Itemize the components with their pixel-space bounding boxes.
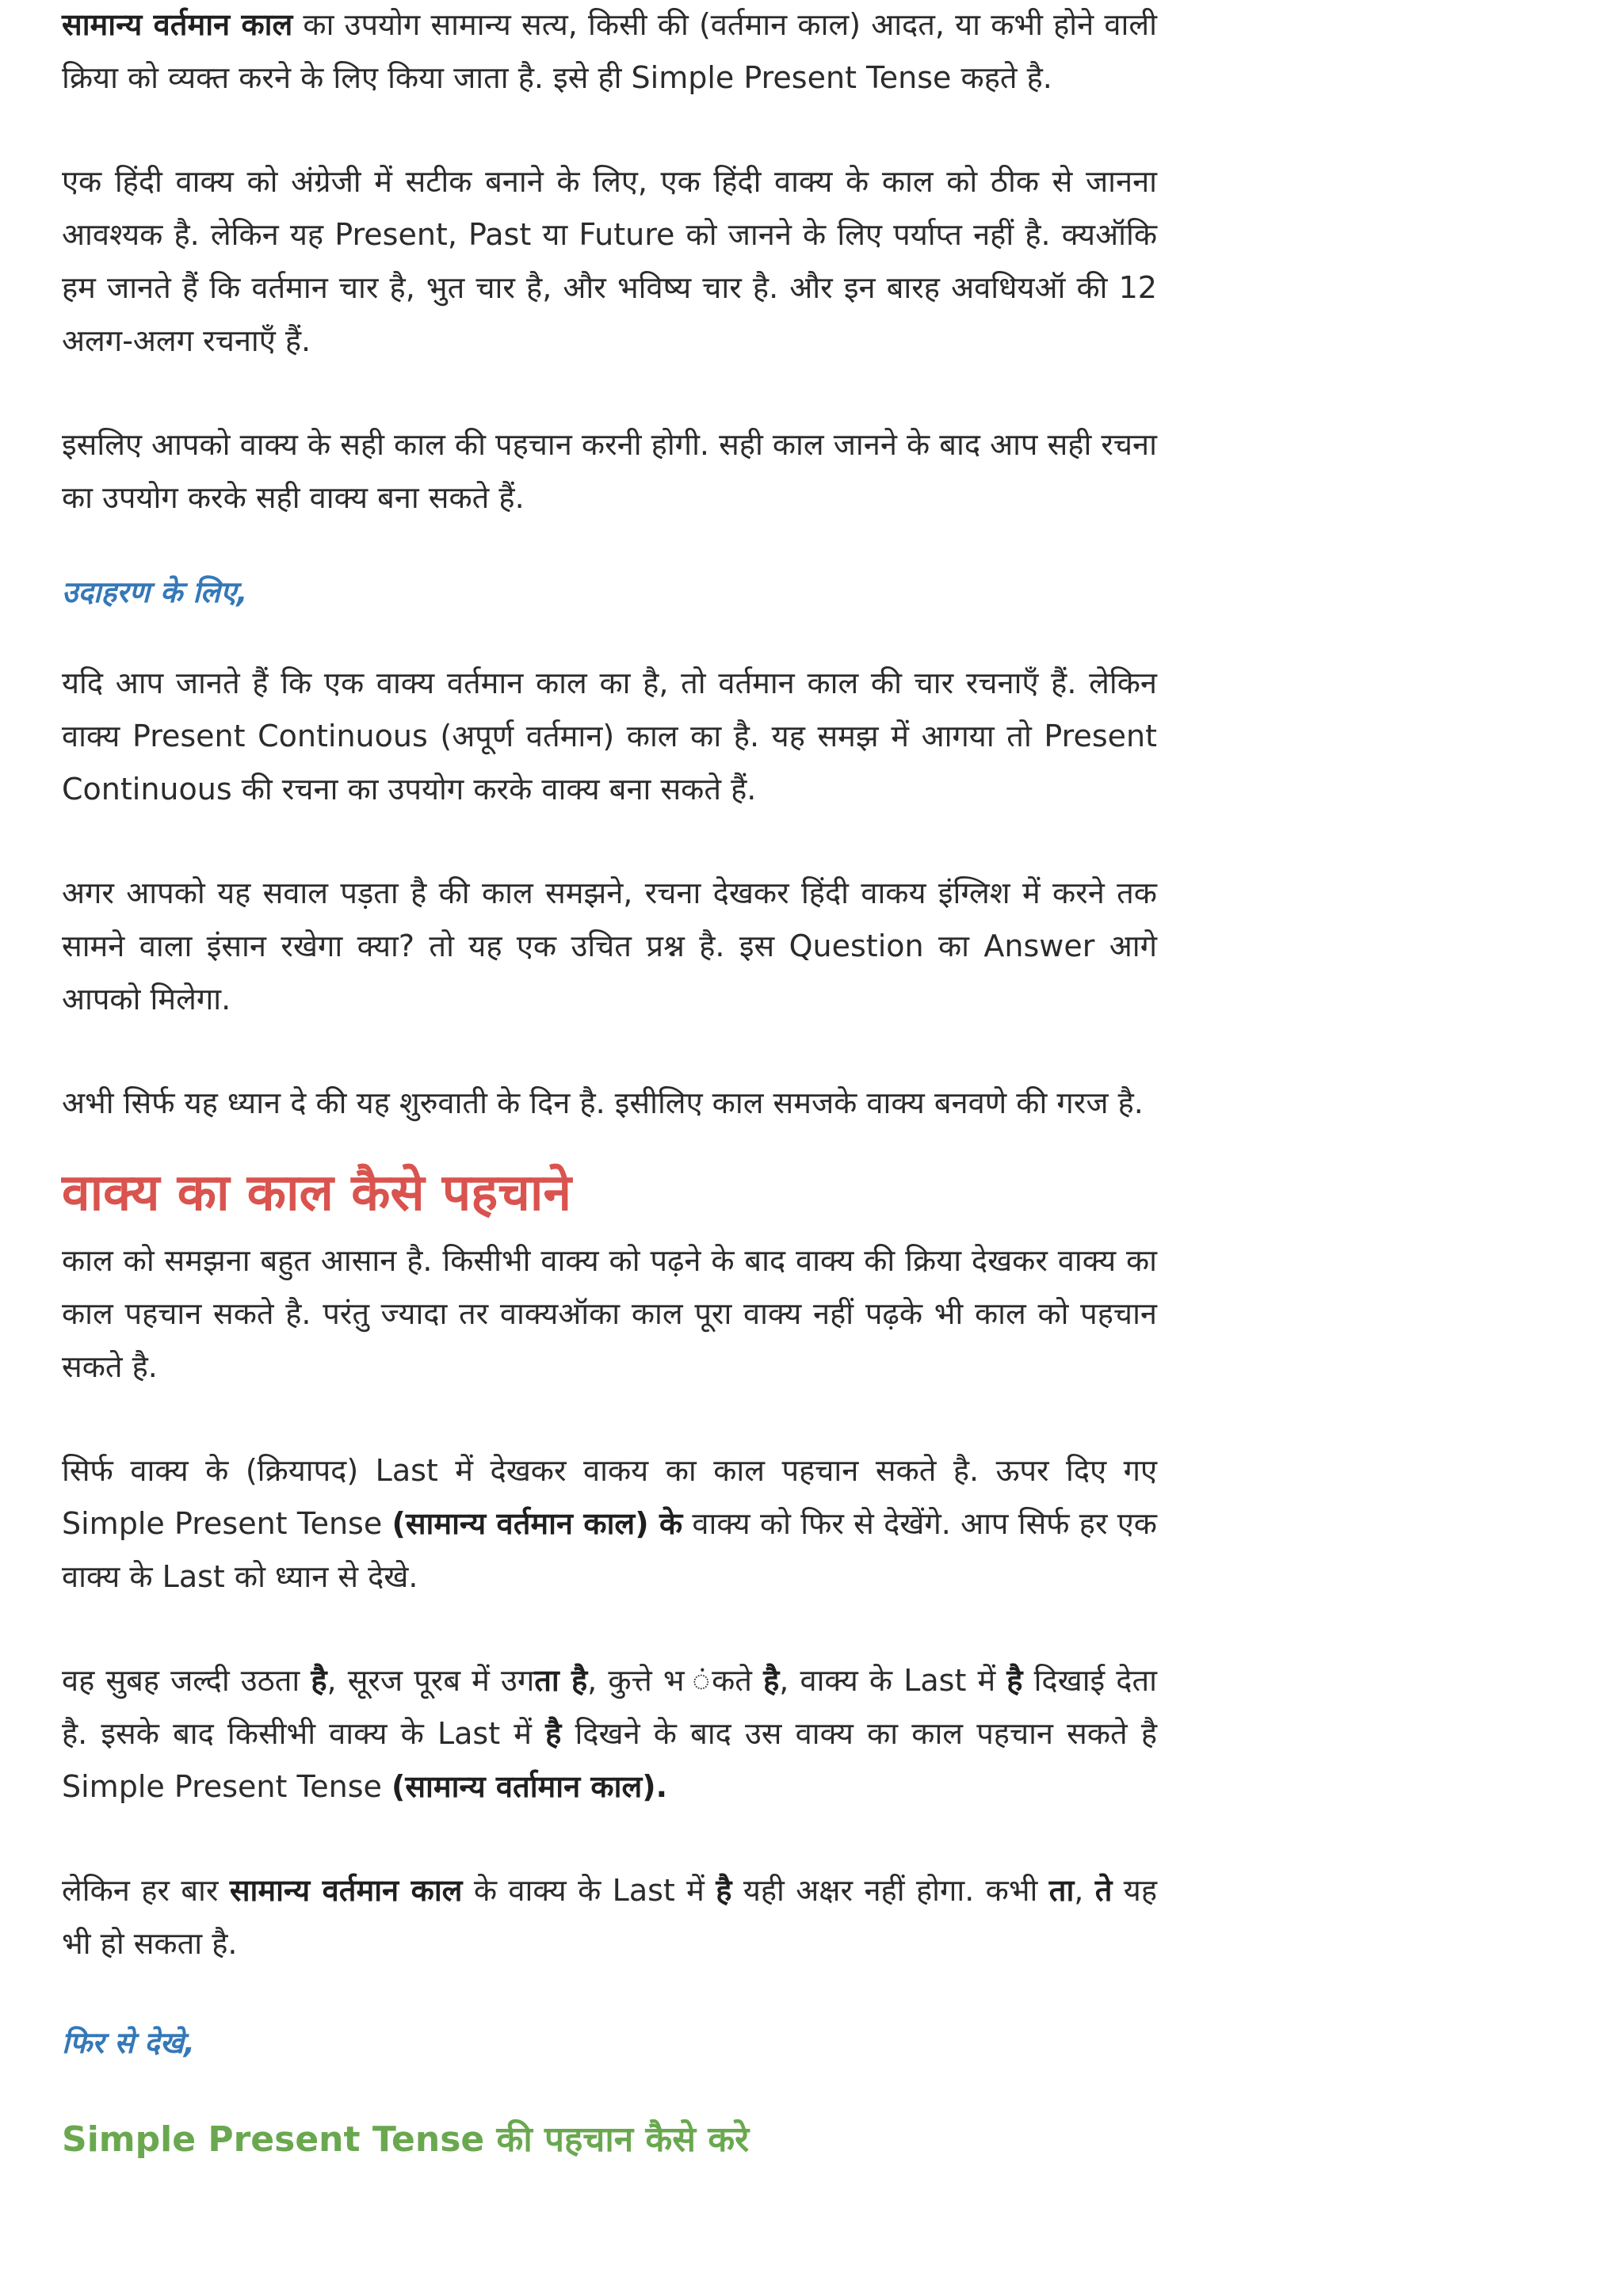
paragraph-note: अभी सिर्फ यह ध्यान दे की यह शुरुवाती के दिन है. इसीलिए काल समजके वाक्य बनवणे की गरज है. bbox=[62, 1085, 1144, 1120]
paragraph-ta-te bbox=[62, 1864, 1157, 1970]
bold-term: है bbox=[716, 1873, 732, 1908]
sub-heading: Simple Present Tense की पहचान कैसे करे bbox=[62, 2119, 750, 2160]
example-label: फिर से देखे, bbox=[62, 2026, 195, 2060]
paragraph-text: , सूरज पूरब में उग bbox=[327, 1663, 535, 1698]
example-label: उदाहरण के लिए, bbox=[62, 575, 248, 609]
paragraph-text: , कुत्ते भ ंकते bbox=[587, 1663, 764, 1698]
paragraph-identify-tense: इसलिए आपको वाक्य के सही काल की पहचान करनी होगी. सही काल जानने के बाद आप सही रचना का उपयोग करके सही वाक्य बना सकते हैं. bbox=[62, 427, 1157, 515]
paragraph-text: का उपयोग सामान्य सत्य, किसी की (वर्तमान काल) आदत, या कभी होने वाली क्रिया को व्यक्त करने के लिए किया जाता है. इसे ही Simple Present Tense कहते है. bbox=[62, 7, 1157, 95]
bold-term: ता bbox=[1048, 1873, 1075, 1908]
paragraph-examples-hai bbox=[62, 1654, 1157, 1814]
paragraph-text: दिखने के बाद उस वाक्य का काल पहचान सकते है Simple Present Tense bbox=[62, 1716, 1158, 1804]
bold-term: सामान्य वर्तमान काल bbox=[62, 7, 293, 42]
bold-term: ते bbox=[1094, 1873, 1113, 1908]
paragraph-question: अगर आपको यह सवाल पड़ता है की काल समझने, रचना देखकर हिंदी वाकय इंग्लिश में करने तक सामने वाला इंसान रखेगा क्या? तो यह एक उचित प्रश्न है. इस Question का Answer आगे आपको मिलेगा. bbox=[62, 875, 1157, 1016]
paragraph-example: यदि आप जानते हैं कि एक वाक्य वर्तमान काल का है, तो वर्तमान काल की चार रचनाएँ हैं. लेकिन वाक्य Present Continuous (अपूर्ण वर्तमान) काल का है. यह समझ में आगया तो Present Continuous की रचना का उपयोग करके वाक्य बना सकते हैं. bbox=[62, 666, 1157, 807]
bold-term: है bbox=[311, 1663, 327, 1698]
paragraph-text: वाक्य को फिर से देखेंगे. आप सिर्फ हर एक वाक्य के Last को ध्यान से देखे. bbox=[62, 1506, 1157, 1594]
paragraph-tense-importance: एक हिंदी वाक्य को अंग्रेजी में सटीक बनाने के लिए, एक हिंदी वाक्य के काल को ठीक से जानना आवश्यक है. लेकिन यह Present, Past या Future को जानने के लिए पर्याप्त नहीं है. क्यऑकि हम जानते हैं कि वर्तमान चार है, भुत चार है, और भविष्य चार है. और इन बारह अवधियऑ की 12 अलग-अलग रचनाएँ हैं. bbox=[62, 164, 1157, 358]
paragraph-text: दिखाई देता है. इसके बाद किसीभी वाक्य के Last में bbox=[62, 1663, 1157, 1751]
bold-term: (सामान्य वर्तामान काल). bbox=[391, 1769, 668, 1804]
bold-term: सामान्य वर्तमान काल bbox=[229, 1873, 463, 1908]
paragraph-text: यह भी हो सकता है. bbox=[62, 1873, 1158, 1961]
paragraph-text: लेकिन हर बार bbox=[62, 1873, 230, 1908]
bold-term: है bbox=[545, 1716, 562, 1751]
paragraph-text: , bbox=[1074, 1873, 1095, 1908]
paragraph-text: वह सुबह जल्दी उठता bbox=[62, 1663, 311, 1698]
bold-term: है bbox=[763, 1663, 780, 1698]
paragraph-text: सिर्फ वाक्य के (क्रियापद) Last में देखकर वाकय का काल पहचान सकते है. ऊपर दिए गए Simple Present Tense bbox=[62, 1453, 1157, 1541]
paragraph-text: के वाक्य के Last में bbox=[462, 1873, 716, 1908]
bold-term: है bbox=[1006, 1663, 1023, 1698]
paragraph-easy-tense: काल को समझना बहुत आसान है. किसीभी वाक्य को पढ़ने के बाद वाक्य की क्रिया देखकर वाक्य का काल पहचान सकते है. परंतु ज्यादा तर वाक्यऑका काल पूरा वाक्य नहीं पढ़के भी काल को पहचान सकते है. bbox=[62, 1243, 1157, 1384]
section-heading: वाक्य का काल कैसे पहचाने bbox=[62, 1164, 571, 1222]
paragraph-text: , वाक्य के Last में bbox=[779, 1663, 1007, 1698]
bold-term: (सामान्य वर्तमान काल) के bbox=[391, 1506, 683, 1541]
paragraph-last-word bbox=[62, 1444, 1157, 1604]
bold-term: ता है bbox=[534, 1663, 588, 1698]
article-body bbox=[62, 0, 1157, 2161]
paragraph-intro bbox=[62, 0, 1157, 105]
paragraph-text: यही अक्षर नहीं होगा. कभी bbox=[731, 1873, 1049, 1908]
